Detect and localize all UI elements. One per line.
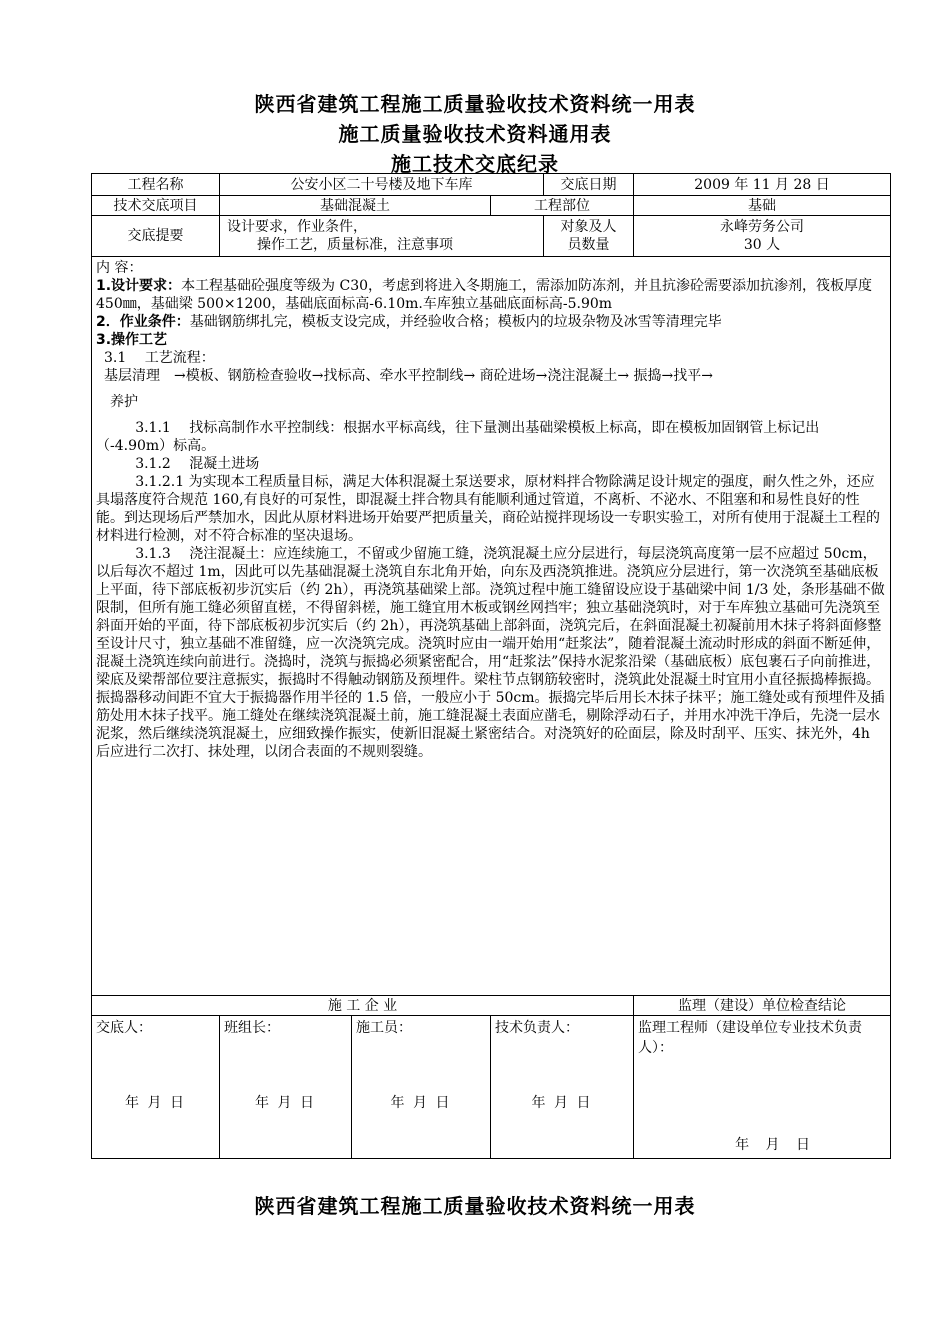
- item-label: 技术交底项目: [92, 196, 220, 216]
- summary-line-2: 操作工艺，质量标准，注意事项: [257, 237, 453, 253]
- constructor-cell: [352, 1016, 491, 1159]
- disclosure-form: [91, 173, 891, 1159]
- part-value: 基础: [634, 196, 891, 216]
- target-label-line-2: 员数量: [567, 237, 610, 253]
- content-cell: [92, 257, 891, 996]
- target-org: 永峰劳务公司: [720, 219, 804, 235]
- target-count: 30 人: [743, 237, 781, 253]
- discloser-date: 年 月 日: [125, 1095, 186, 1111]
- date-value: 2009 年 11 月 28 日: [634, 174, 891, 196]
- project-name-label: 工程名称: [92, 174, 220, 196]
- section-design-body: 本工程基础砼强度等级为 C30，考虑到将进入冬期施工，需添加防冻剂，并且抗渗砼需要添加抗渗剂，筏板厚度 450㎜，基础梁 500×1200，基础底面标高-6.10m.车库独立基础底面标高-5.90m: [96, 278, 873, 312]
- summary-label: 交底提要: [92, 216, 220, 257]
- discloser-label: 交底人：: [96, 1020, 152, 1036]
- paragraph-3-1-3: 3.1.3 浇注混凝土：应连续施工，不留或少留施工缝，浇筑混凝土应分层进行，每层浇筑高度第一层不应超过 50cm，以后每次不超过 1m，因此可以先基础混凝土浇筑自东北角开始，向东及西浇筑推进。浇筑应分层进行，第一次浇筑至基础底板上平面，待下部底板初步沉实后（约 2h），再浇筑基础梁上部。浇筑过程中施工缝留设应设于基础梁中间 1/3 处，条形基础不做限制，但所有施工缝必须留直槎，不得留斜槎，施工缝宜用木板或钢丝网挡牢；独立基础浇筑时，对于车库独立基础可先浇筑至斜面开始的平面，待下部底板初步沉实后（约 2h），再浇筑基础上部斜面，浇筑完后，在斜面混凝土初凝前用木抹子将斜面修整至设计尺寸，独立基础不准留缝，应一次浇筑完成。浇筑时应由一端开始用“赶浆法”，随着混凝土流动时形成的斜面不断延伸，混凝土浇筑连续向前进行。浇捣时，浇筑与振捣必须紧密配合，用“赶浆法”保持水泥浆沿梁（基础底板）底包裹石子向前推进，梁底及梁帮部位要注意振实，振捣时不得触动钢筋及预埋件。梁柱节点钢筋较密时，浇筑此处混凝土时宜用小直径振捣棒振捣。振捣器移动间距不宜大于振捣器作用半径的 1.5 倍，一般应小于 50cm。振捣完毕后用长木抹子抹平；施工缝处或有预埋件及插筋处用木抹子找平。施工缝处在继续浇筑混凝土前，施工缝混凝土表面应凿毛，剔除浮动石子，并用水冲洗干净后，先浇一层水泥浆，然后继续浇筑混凝土，应细致操作振实，使新旧混凝土紧密结合。对浇筑好的砼面层，除及时刮平、压实、抹光外，4h 后应进行二次打、抹处理，以闭合表面的不规则裂缝。: [96, 546, 885, 760]
- footer-title: 陕西省建筑工程施工质量验收技术资料统一用表: [254, 1194, 696, 1218]
- section-conditions-body: 基础钢筋绑扎完，模板支设完成，并经验收合格；模板内的垃圾杂物及冰雪等清理完毕: [189, 314, 722, 330]
- summary-line-1: 设计要求，作业条件，: [227, 219, 367, 235]
- paragraph-3-1-1: 3.1.1 找标高制作水平控制线：根据水平标高线，往下量测出基础梁模板上标高，即在模板加固钢管上标记出（-4.90m）标高。: [96, 420, 820, 454]
- section-design: [96, 277, 886, 313]
- target-label-line-1: 对象及人: [560, 219, 617, 235]
- section-process-heading: 3.操作工艺: [96, 332, 168, 348]
- subsection-flow-heading: 3.1 工艺流程：: [104, 350, 215, 366]
- tech-lead-date: 年 月 日: [531, 1095, 593, 1111]
- supervisor-header: 监理（建设）单位检查结论: [634, 996, 891, 1016]
- paragraph-3-1-2-1: 3.1.2.1 为实现本工程质量目标，满足大体积混凝土泵送要求，原材料拌合物除满足设计规定的强度，耐久性之外，还应具塌落度符合规范 160,有良好的可泵性，即混凝土拌合物具有能顺利通过管道，不离析、不泌水、不阻塞和和易性良好的性能。到达现场后严禁加水，因此从原材料进场开始要严把质量关，商砼站搅拌现场设一专职实验工，对所有使用于混凝土工程的材料进行检测，对不符合标准的坚决退场。: [96, 474, 880, 544]
- tech-lead-label: 技术负责人：: [495, 1020, 579, 1036]
- supervisor-date: 年 月 日: [735, 1137, 817, 1153]
- constructor-label: 施工员：: [356, 1020, 412, 1036]
- section-conditions-heading: 2．作业条件：: [96, 314, 190, 330]
- project-name-value: 公安小区二十号楼及地下车库: [220, 174, 544, 196]
- team-leader-date: 年 月 日: [255, 1095, 316, 1111]
- doc-title-3: 施工技术交底纪录: [391, 152, 559, 176]
- company-header: 施 工 企 业: [92, 996, 634, 1016]
- item-value: 基础混凝土: [220, 196, 491, 216]
- content-label: 内 容：: [96, 260, 143, 276]
- section-conditions: [96, 313, 886, 331]
- team-leader-cell: [220, 1016, 352, 1159]
- part-label: 工程部位: [491, 196, 634, 216]
- target-value: [634, 216, 891, 257]
- summary-value: [220, 216, 544, 257]
- supervisor-cell: [634, 1016, 891, 1159]
- flow-line-2: 养护: [110, 394, 138, 410]
- constructor-date: 年 月 日: [390, 1095, 452, 1111]
- flow-line-1: 基层清理 →模板、钢筋检查验收→找标高、牵水平控制线→ 商砼进场→浇注混凝土→ 振捣→找平→: [104, 368, 714, 384]
- doc-title-2: 施工质量验收技术资料通用表: [338, 122, 612, 146]
- supervisor-engineer-label: 监理工程师（建设单位专业技术负责人）：: [638, 1020, 862, 1056]
- subsection-3-1-2: 3.1.2 混凝土进场: [135, 456, 260, 472]
- section-design-heading: 1.设计要求：: [96, 278, 182, 294]
- date-label: 交底日期: [544, 174, 634, 196]
- discloser-cell: [92, 1016, 220, 1159]
- doc-title-1: 陕西省建筑工程施工质量验收技术资料统一用表: [254, 92, 696, 116]
- target-label: [544, 216, 634, 257]
- team-leader-label: 班组长：: [224, 1020, 280, 1036]
- tech-lead-cell: [491, 1016, 634, 1159]
